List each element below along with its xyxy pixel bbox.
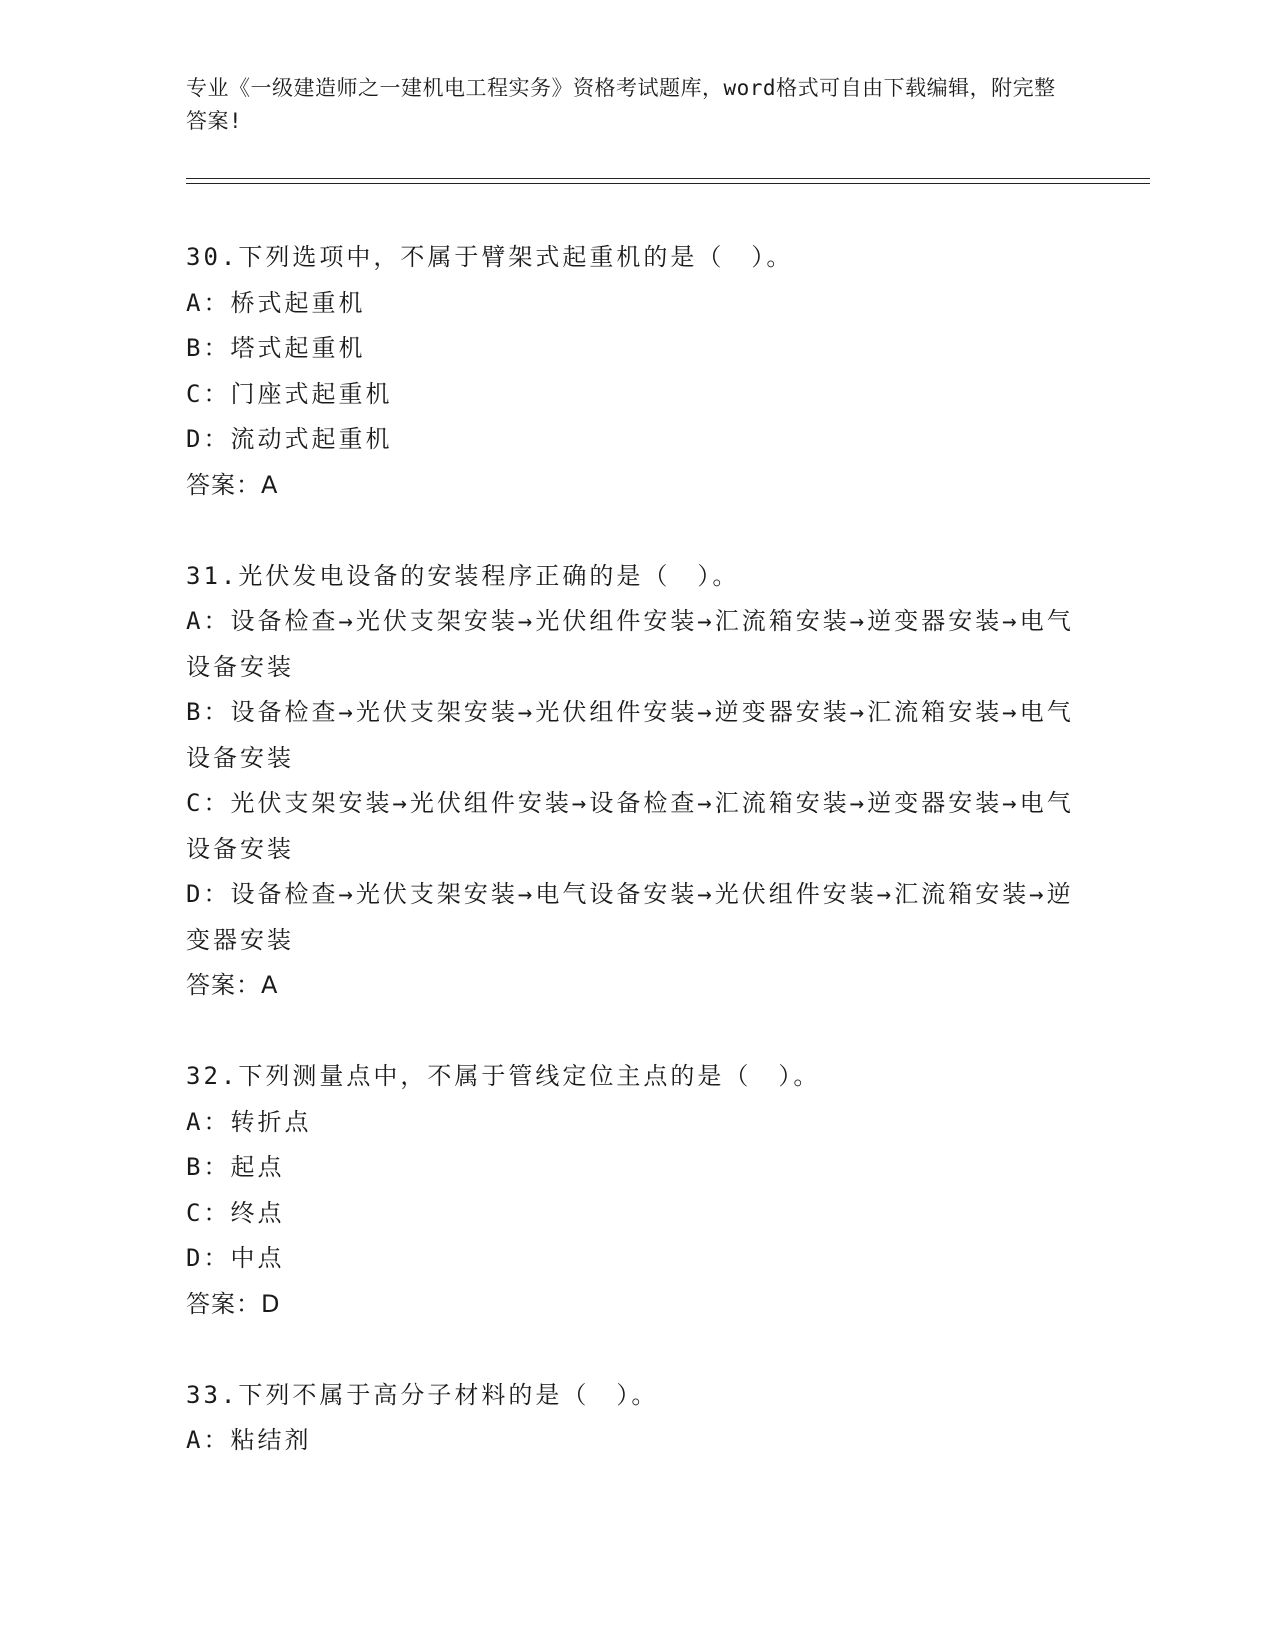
option-d: D：流动式起重机 xyxy=(186,425,393,453)
option-a: A：转折点 xyxy=(186,1107,312,1136)
question-stem: 33.下列不属于高分子材料的是（ ）。 xyxy=(186,1380,659,1409)
question-stem: 30.下列选项中，不属于臂架式起重机的是（ ）。 xyxy=(186,243,794,271)
answer-line: 答案：A xyxy=(186,971,279,999)
option-a: A：粘结剂 xyxy=(186,1426,312,1454)
option-d: D：设备检查→光伏支架安装→电气设备安装→光伏组件安装→汇流箱安装→逆变器安装 xyxy=(186,880,1074,954)
header-rule-top xyxy=(186,178,1150,179)
option-c: C：终点 xyxy=(186,1198,285,1227)
option-d: D：中点 xyxy=(186,1244,285,1272)
option-b: B：起点 xyxy=(186,1153,285,1181)
question-stem: 31.光伏发电设备的安装程序正确的是（ ）。 xyxy=(186,561,740,590)
option-c: C：光伏支架安装→光伏组件安装→设备检查→汇流箱安装→逆变器安装→电气设备安装 xyxy=(186,789,1074,863)
option-c: C：门座式起重机 xyxy=(186,379,393,408)
answer-line: 答案：D xyxy=(186,1289,281,1318)
question-list xyxy=(186,235,1086,1510)
question-30 xyxy=(186,235,1086,508)
question-stem: 32.下列测量点中，不属于管线定位主点的是（ ）。 xyxy=(186,1062,821,1090)
option-b: B：设备检查→光伏支架安装→光伏组件安装→逆变器安装→汇流箱安装→电气设备安装 xyxy=(186,698,1074,772)
document-header: 专业《一级建造师之一建机电工程实务》资格考试题库，word格式可自由下载编辑，附完整答案! xyxy=(186,76,1056,133)
question-33 xyxy=(186,1373,1086,1464)
option-a: A：设备检查→光伏支架安装→光伏组件安装→汇流箱安装→逆变器安装→电气设备安装 xyxy=(186,607,1074,681)
header-rule-bottom xyxy=(186,183,1150,184)
option-b: B：塔式起重机 xyxy=(186,334,366,362)
answer-line: 答案：A xyxy=(186,470,279,499)
question-31 xyxy=(186,554,1086,1009)
question-32 xyxy=(186,1054,1086,1327)
option-a: A：桥式起重机 xyxy=(186,288,366,317)
